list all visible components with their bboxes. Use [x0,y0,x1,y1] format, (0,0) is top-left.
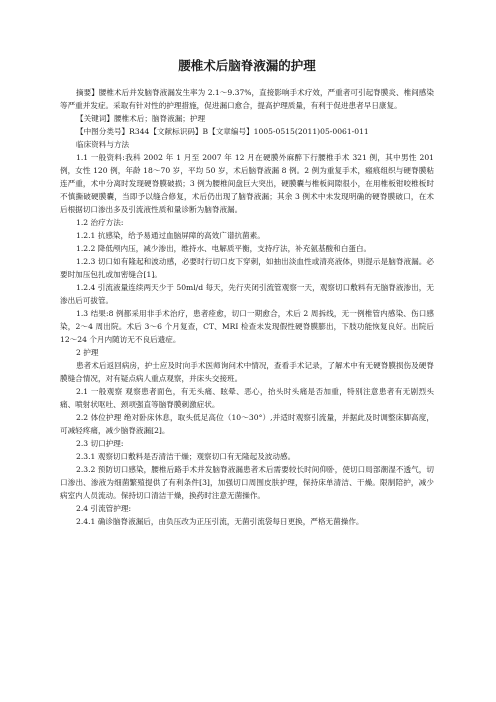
paragraph: 1.1 一般资料:我科 2002 年 1 月至 2007 年 12 月在硬膜外麻醉下行腰椎手术 321 例，其中男性 201 例，女性 120 例，年龄 18～70 岁，平均 50 岁，术后脑脊液漏 8 例。2 例为重复手术，瘢痕组织与硬脊膜粘连严重，术中分离时发现硬脊膜破损；3 例为腰椎间盘巨大突出，硬膜囊与椎板间隙很小，在用椎板钳咬椎板时不慎撕破硬膜囊，当即予以缝合修复，术后仍出现了脑脊液漏；其余 3 例术中未发现明确的硬脊膜破口，在术后根据切口渗出多及引流液性质和量诊断为脑脊液漏。 [60,153,434,214]
document-title: 腰椎术后脑脊液漏的护理 [178,58,316,73]
paragraph: 【关键词】腰椎术后；脑脊液漏；护理 [76,114,206,123]
paragraph: 2.3 切口护理: [76,439,124,448]
paragraph: 1.2.2 降低颅内压，减少渗出，维持水、电解质平衡，支持疗法，补充氨基酸和白蛋白。 [76,244,372,253]
paragraph: 1.2.1 抗感染，给予易通过血脑屏障的高效广谱抗菌素。 [76,231,265,240]
document-body [60,86,434,528]
paragraph: 2 护理 [76,348,99,357]
paragraph: 2.1 一般观察 观察患者面色，有无头痛、眩晕、恶心，抬头时头痛是否加重，特别注意患者有无剧烈头痛、喷射状呕吐、颈项强直等脑脊膜刺激症状。 [60,387,434,409]
paragraph: 患者术后返回病房，护士应及时向手术医师询问术中情况，查看手术记录，了解术中有无硬脊膜损伤及硬脊膜缝合情况，对有疑点病人重点观察，并床头交接班。 [60,361,434,383]
paragraph: 2.4 引流管护理: [76,504,132,513]
paragraph: 1.3 结果:8 例都采用非手术治疗，患者痊愈，切口一期愈合，术后 2 周拆线，无一例椎管内感染、伤口感染，2～4 周出院。术后 3～6 个月复查，CT、MRI 检查未发现假性硬脊膜膨出，下肢功能恢复良好。出院后 12～24 个月内随访无不良后遗症。 [60,309,434,344]
paragraph: 2.2 体位护理 绝对卧床休息，取头低足高位（10～30°）,并适时观察引流量，并据此及时调整床脚高度，可减轻疼痛，减少脑脊液漏[2]。 [60,413,434,435]
paragraph: 2.3.1 观察切口敷料是否清洁干燥；观察切口有无隆起及波动感。 [76,452,296,461]
paragraph: 1.2.4 引流液量连续两天少于 50ml/d 每天，先行夹闭引流管观察一天，观察切口敷料有无脑脊液渗出，无渗出后可拔管。 [60,283,434,305]
paragraph: 摘要】腰椎术后并发脑脊液漏发生率为 2.1～9.37%，直接影响手术疗效，严重者可引起脊膜炎、椎间感染等严重并发症。采取有针对性的护理措施，促进漏口愈合，提高护理质量，有利于促进患者早日康复。 [60,88,434,110]
paragraph: 1.2 治疗方法: [76,218,124,227]
paragraph: 1.2.3 切口如有隆起和波动感，必要时行切口皮下穿刺，如抽出淡血性或清亮液体，则提示是脑脊液漏。必要时加压包扎或加密缝合[1]。 [60,257,434,279]
paragraph: 2.3.2 预防切口感染，腰椎后路手术并发脑脊液漏患者术后需要较长时间仰卧，使切口局部潮湿不透气，切口渗出、渗液为细菌繁殖提供了有利条件[3]，加强切口周围皮肤护理，保持床单清洁、干燥。限制陪护，减少病室内人员流动。保持切口清洁干燥，换药时注意无菌操作。 [60,465,434,500]
paragraph: 2.4.1 确诊脑脊液漏后，由负压改为正压引流，无菌引流袋每日更换，严格无菌操作。 [76,517,364,526]
paragraph: 临床资料与方法 [76,140,130,149]
paragraph: 【中图分类号】R344【文献标识码】B【文章编号】1005-0515(2011)05-0061-011 [76,127,369,136]
